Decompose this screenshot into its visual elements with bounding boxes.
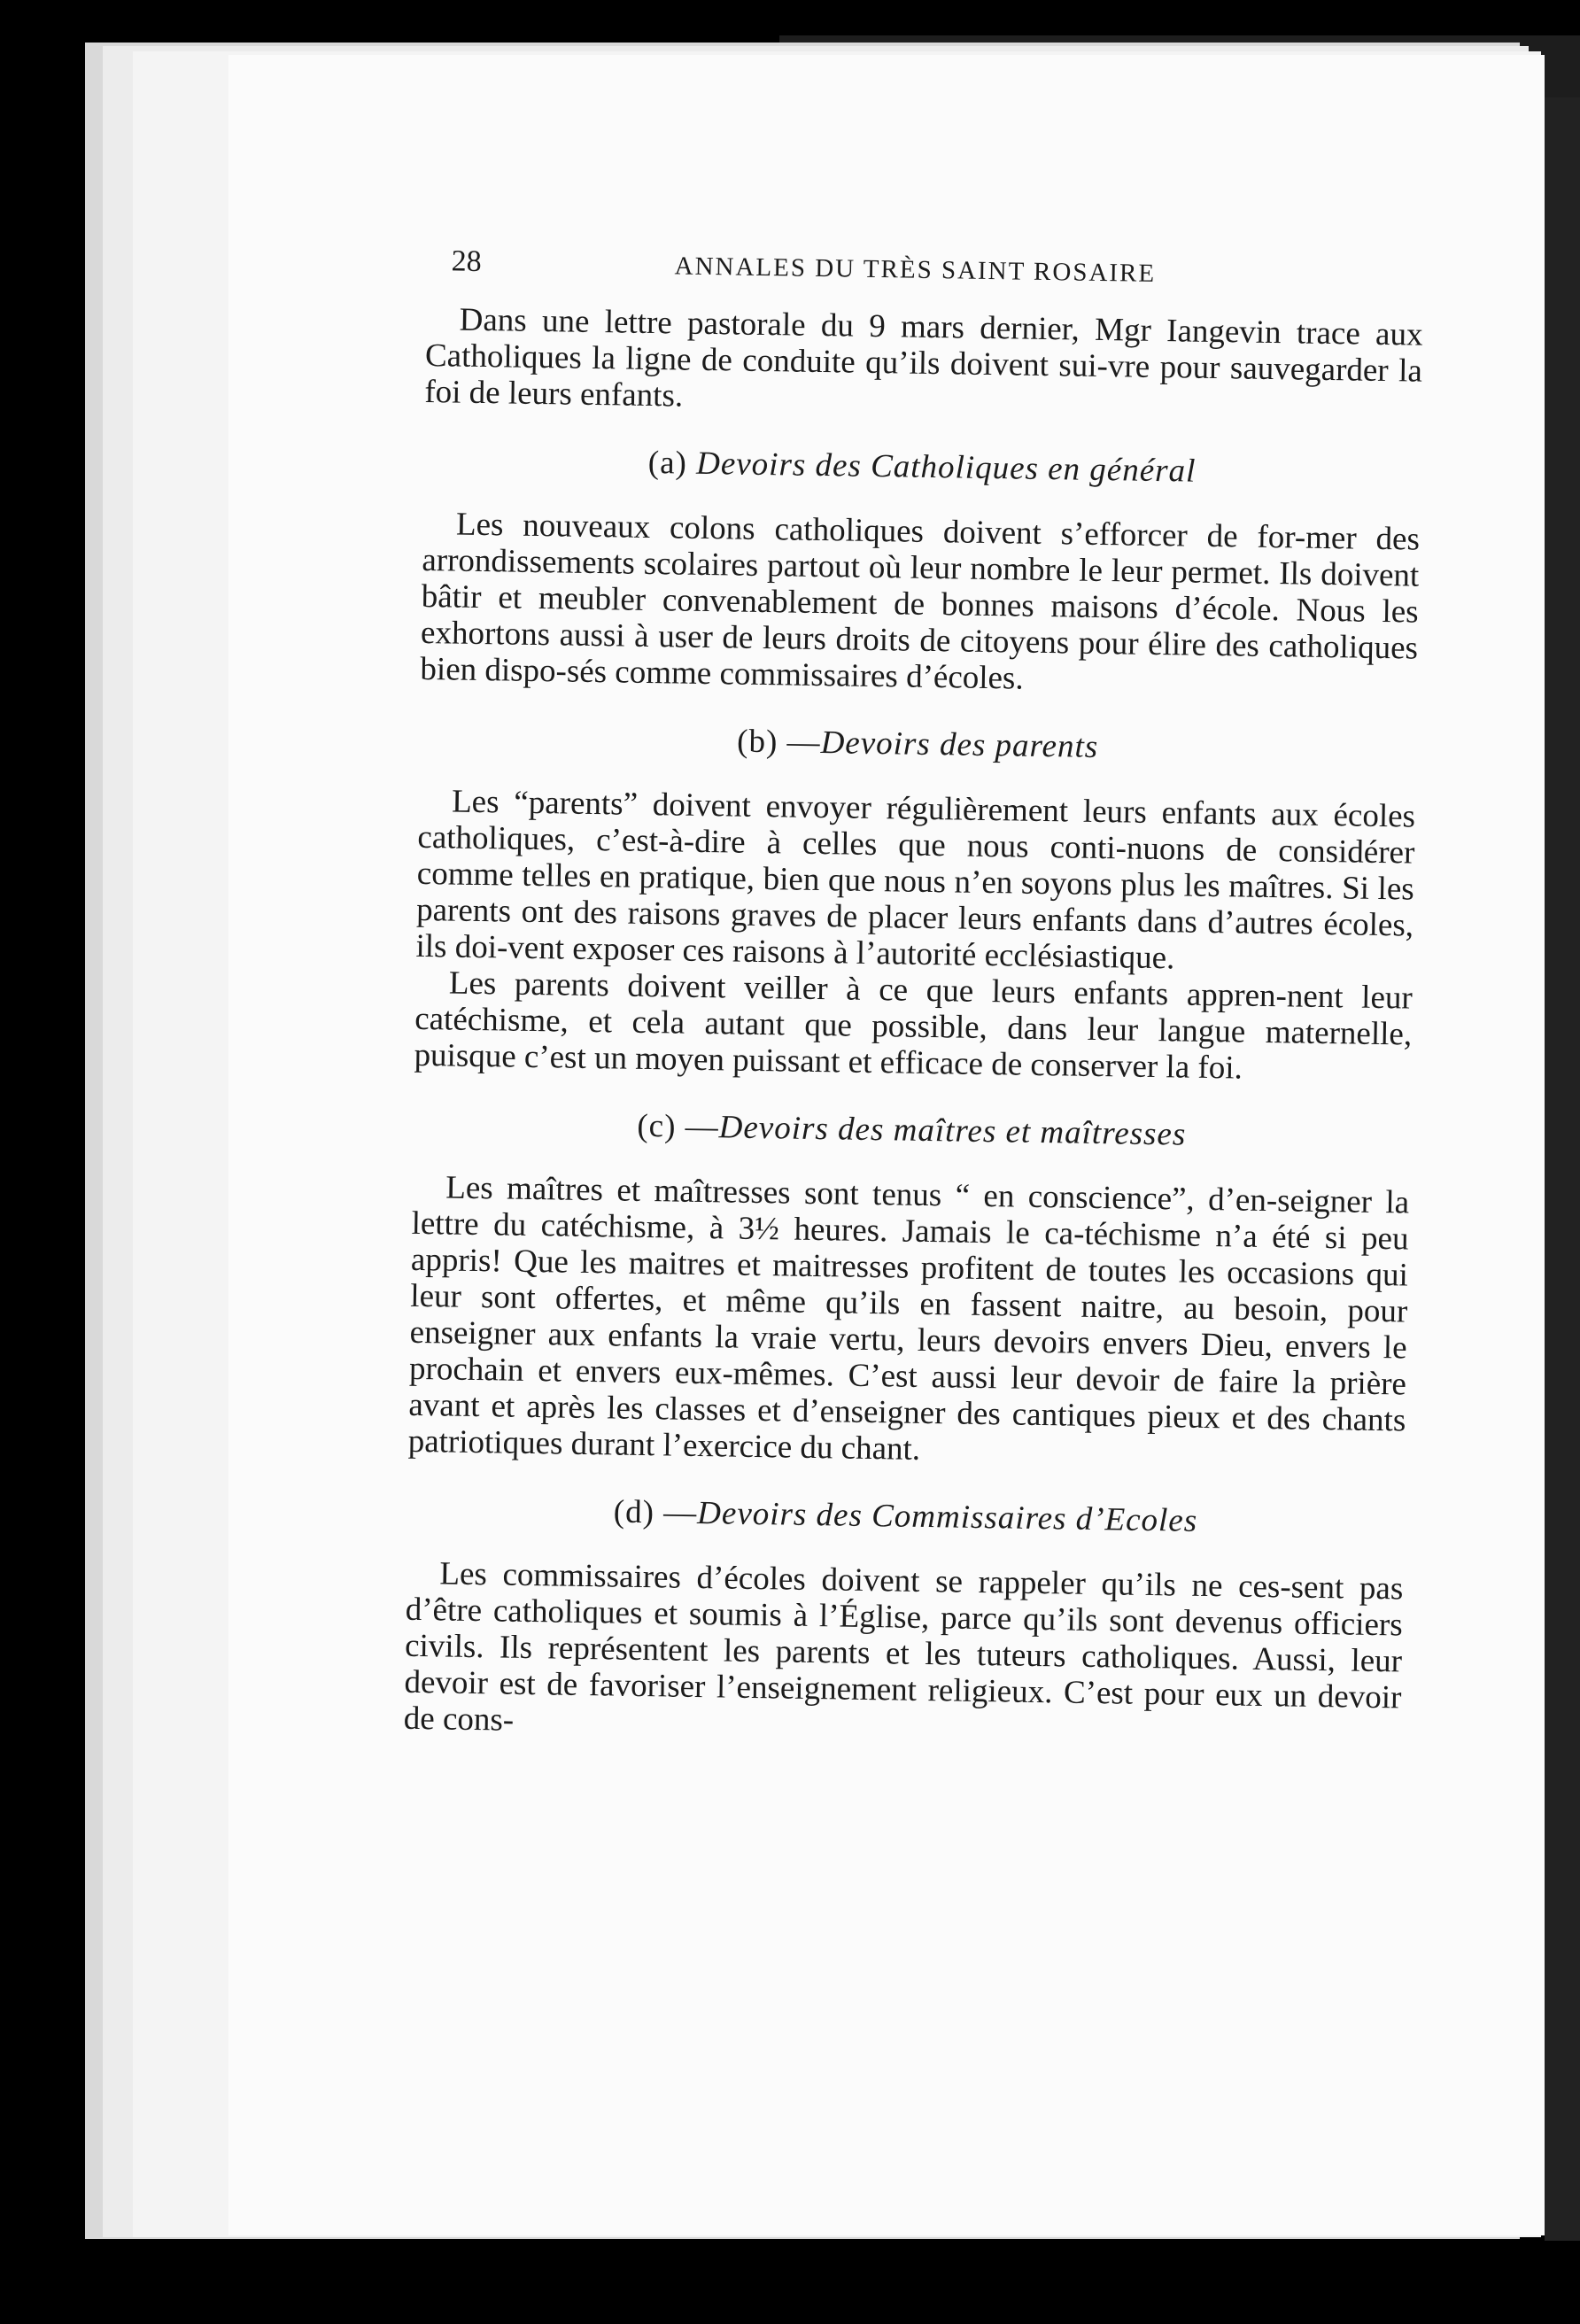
section-title: Devoirs des parents: [820, 724, 1099, 765]
section-prefix: (a): [647, 444, 697, 482]
section-paragraph: Les parents doivent veiller à ce que leurs enfants appren-nent leur catéchisme, et cela autant que possible, dans leur langue maternelle, puisque c’est un moyen puissant et efficace de conserver la foi.: [414, 964, 1413, 1087]
section-prefix: (d) —: [613, 1493, 698, 1531]
running-title: ANNALES DU TRÈS SAINT ROSAIRE: [674, 252, 1157, 288]
section-paragraph: Les maîtres et maîtresses sont tenus “ en conscience”, d’en-seigner la lettre du catéchisme, à 3½ heures. Jamais le ca-téchisme n’a été si peu appris! Que les maitres et maitresses profitent de toutes les occasions qui leur sont offertes, et même qu’ils en fassent naitre, au besoin, pour enseigner aux enfants la vraie vertu, leurs devoirs envers Dieu, envers le prochain et envers eux-mêmes. C’est aussi leur devoir de faire la prière avant et après les classes et d’enseigner des cantiques pieux et des chants patriotiques durant l’exercice du chant.: [407, 1169, 1410, 1468]
section-heading: [423, 440, 1421, 495]
page-number: 28: [451, 244, 482, 278]
section-paragraph: Les “parents” doivent envoyer régulièrement leurs enfants aux écoles catholiques, c’est-à-dire à celles que nous conti-nuons de considérer comme telles en pratique, bien que nous n’en soyons plus les maîtres. Si les parents ont des raisons graves de placer leurs enfants dans d’autres écoles, ils doi-vent exposer ces raisons à l’autorité ecclésiastique.: [415, 783, 1416, 977]
section-b: [414, 717, 1416, 1089]
section-title: Devoirs des Catholiques en général: [695, 445, 1197, 490]
section-heading: [419, 717, 1417, 772]
section-prefix: (c) —: [637, 1107, 720, 1146]
page-text-block: [404, 244, 1424, 1752]
section-heading: [407, 1490, 1405, 1545]
section-prefix: (b) —: [736, 723, 821, 762]
section-heading: [413, 1104, 1411, 1158]
section-paragraph: Les nouveaux colons catholiques doivent s’efforcer de for-mer des arrondissements scolaires partout où leur nombre le leur permet. Ils doivent bâtir et meubler convenablement de bonnes maisons d’école. Nous les exhortons aussi à user de leurs droits de citoyens pour élire des catholiques bien dispo-sés comme commissaires d’écoles.: [420, 506, 1421, 697]
section-d: [404, 1490, 1405, 1753]
section-title: Devoirs des Commissaires d’Ecoles: [696, 1494, 1198, 1539]
section-c: [407, 1104, 1410, 1476]
intro-paragraph: Dans une lettre pastorale du 9 mars dernier, Mgr Iangevin trace aux Catholiques la ligne de conduite qu’ils doivent sui-vre pour sauvegarder la foi de leurs enfants.: [424, 301, 1423, 414]
section-paragraph: Les commissaires d’écoles doivent se rappeler qu’ils ne ces-sent pas d’être catholiques et soumis à l’Église, parce qu’ils sont devenus officiers civils. Ils représentent les parents et les tuteurs catholiques. Aussi, leur devoir est de favoriser l’enseignement religieux. C’est pour eux un devoir de cons-: [403, 1555, 1404, 1739]
section-title: Devoirs des maîtres et maîtresses: [718, 1109, 1187, 1153]
binding-shadow: [1545, 97, 1580, 2241]
section-a: [420, 440, 1421, 703]
